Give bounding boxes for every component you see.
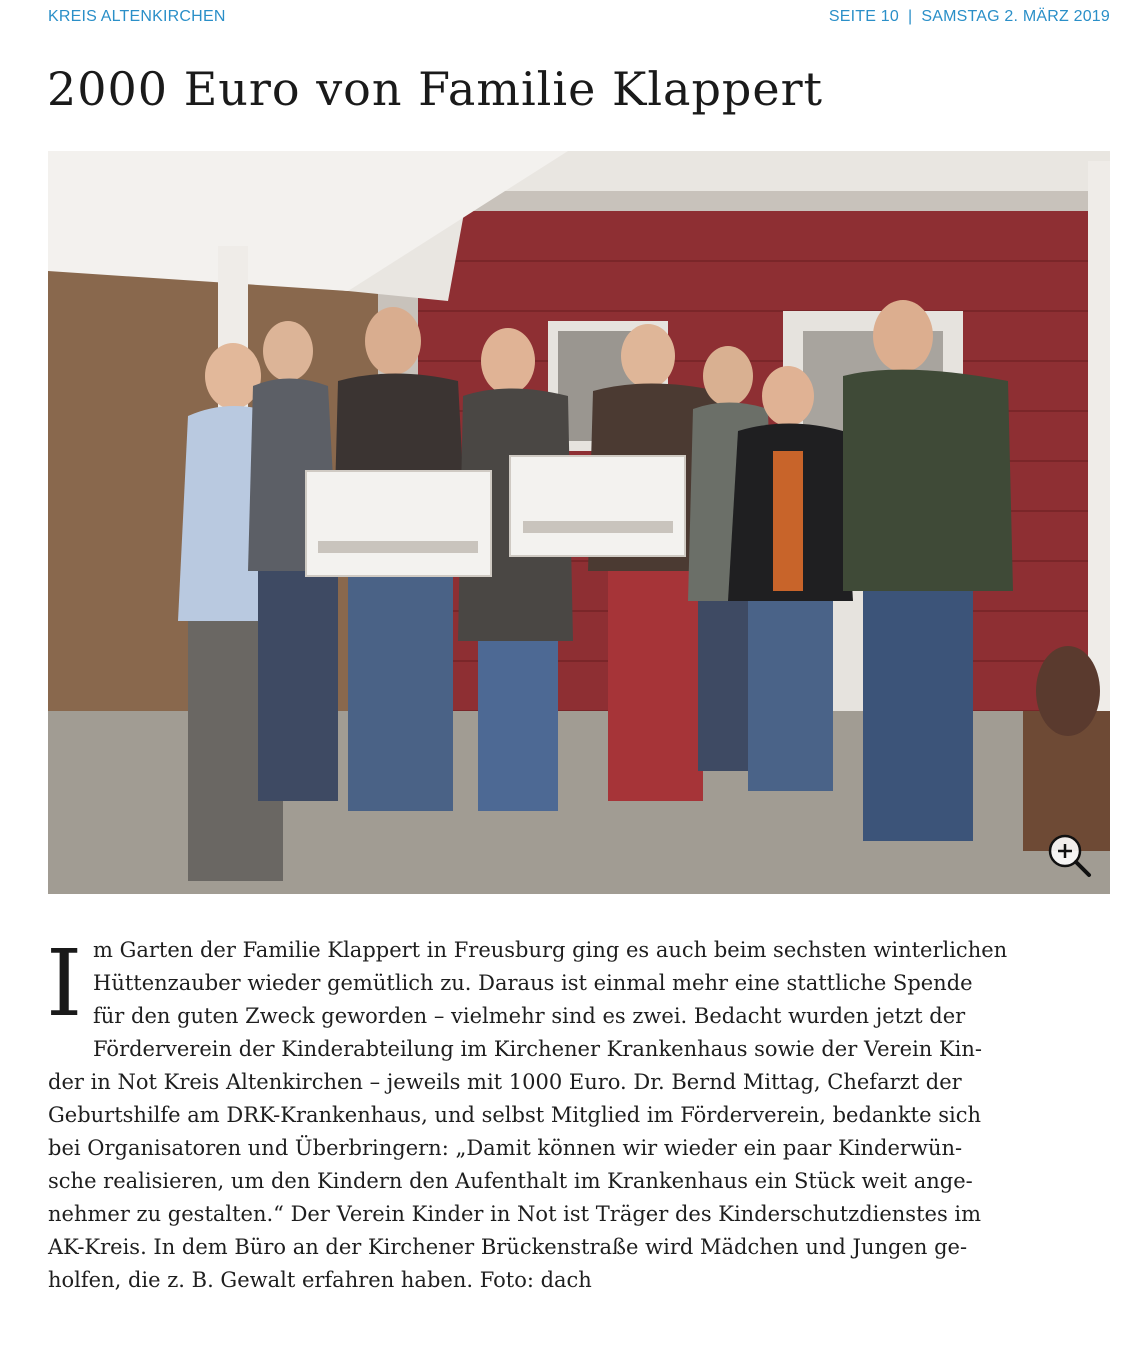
- article-photo[interactable]: [48, 151, 1110, 894]
- header-separator: |: [907, 8, 913, 25]
- article-line: für den guten Zweck geworden – vielmehr sind es zwei. Bedacht wurden jetzt der: [93, 1004, 966, 1028]
- issue-date: SAMSTAG 2. MÄRZ 2019: [921, 8, 1110, 25]
- article-line: holfen, die z. B. Gewalt erfahren haben. Foto: dach: [48, 1268, 592, 1292]
- article-line: Förderverein der Kinderabteilung im Kirchener Krankenhaus sowie der Verein Kin-: [93, 1037, 983, 1061]
- section-name: KREIS ALTENKIRCHEN: [48, 8, 226, 25]
- article-line: sche realisieren, um den Kindern den Aufenthalt im Krankenhaus ein Stück weit ange-: [48, 1169, 973, 1193]
- article-line: Hüttenzauber wieder gemütlich zu. Daraus ist einmal mehr eine stattliche Spende: [93, 971, 973, 995]
- article-line: Geburtshilfe am DRK-Krankenhaus, und selbst Mitglied im Förderverein, bedankte sich: [48, 1103, 981, 1127]
- article-line: AK-Kreis. In dem Büro an der Kirchener Brückenstraße wird Mädchen und Jungen ge-: [48, 1235, 968, 1259]
- article-line: der in Not Kreis Altenkirchen – jeweils mit 1000 Euro. Dr. Bernd Mittag, Chefarzt der: [48, 1070, 962, 1094]
- article-body: [46, 930, 1110, 1297]
- article-headline: 2000 Euro von Familie Klappert: [47, 62, 824, 116]
- page-header: [48, 8, 1110, 30]
- zoom-in-button[interactable]: [1047, 833, 1093, 879]
- article-line: m Garten der Familie Klappert in Freusburg ging es auch beim sechsten winterlichen: [93, 938, 1008, 962]
- page-number: SEITE 10: [828, 8, 899, 25]
- article-line: nehmer zu gestalten.“ Der Verein Kinder in Not ist Träger des Kinderschutzdienstes im: [48, 1202, 982, 1226]
- zoom-in-icon: [1047, 833, 1093, 879]
- page-meta: [829, 8, 1110, 26]
- article-line: bei Organisatoren und Überbringern: „Damit können wir wieder ein paar Kinderwün-: [48, 1136, 963, 1160]
- group-photo-illustration: [48, 151, 1110, 894]
- drop-cap: I: [46, 930, 83, 1037]
